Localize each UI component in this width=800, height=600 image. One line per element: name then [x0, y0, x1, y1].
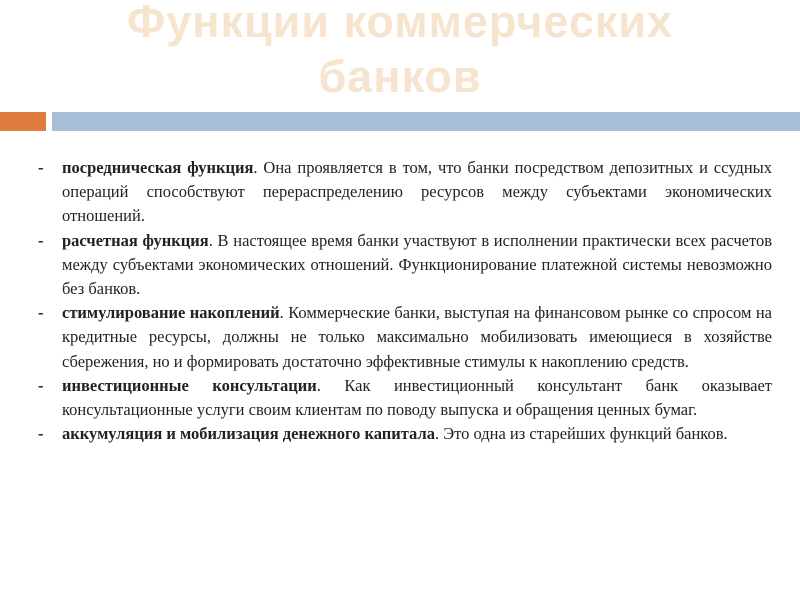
- header-bar: [52, 112, 800, 131]
- list-item: [36, 229, 772, 302]
- bullet-dash: -: [38, 303, 44, 323]
- bullet-dash: -: [38, 375, 44, 395]
- list-item: [36, 374, 772, 422]
- bullet-dash: -: [38, 230, 44, 250]
- item-term: инвестиционные консультации: [62, 375, 317, 395]
- item-text: . Это одна из старейших функций банков.: [434, 424, 728, 444]
- bullet-dash: -: [38, 424, 44, 444]
- item-term: аккумуляция и мобилизация денежного капитала: [62, 424, 435, 444]
- item-term: посредническая функция: [62, 158, 254, 177]
- item-text: . Она проявляется в том, что банки посредством депозитных и ссудных операций способствуют перераспределению ресурсов между субъектами экономических отношений.: [62, 158, 772, 226]
- item-term: стимулирование накоплений: [62, 303, 280, 323]
- item-text: . В настоящее время банки участвуют в исполнении практически всех расчетов между субъектами экономических отношений. Функционирование платежной системы невозможно без банков.: [62, 230, 772, 299]
- slide-title: Функции коммерческих банков: [126, 0, 674, 102]
- list-item: [36, 422, 772, 446]
- list-item: [36, 156, 772, 229]
- bullet-dash: -: [38, 158, 44, 177]
- accent-bar: [0, 112, 46, 131]
- item-text: . Как инвестиционный консультант банк оказывает консультационные услуги своим клиентам по поводу выпуска и обращения ценных бумаг.: [62, 375, 772, 420]
- item-text: . Коммерческие банки, выступая на финансовом рынке со спросом на кредитные ресурсы, должны не только максимально мобилизовать имеющиеся в хозяйстве сбережения, но и формировать достаточно эффективные стимулы к накоплению средств.: [62, 303, 772, 371]
- list-item: [36, 301, 772, 374]
- function-list: [36, 156, 772, 446]
- item-term: расчетная функция: [62, 230, 209, 250]
